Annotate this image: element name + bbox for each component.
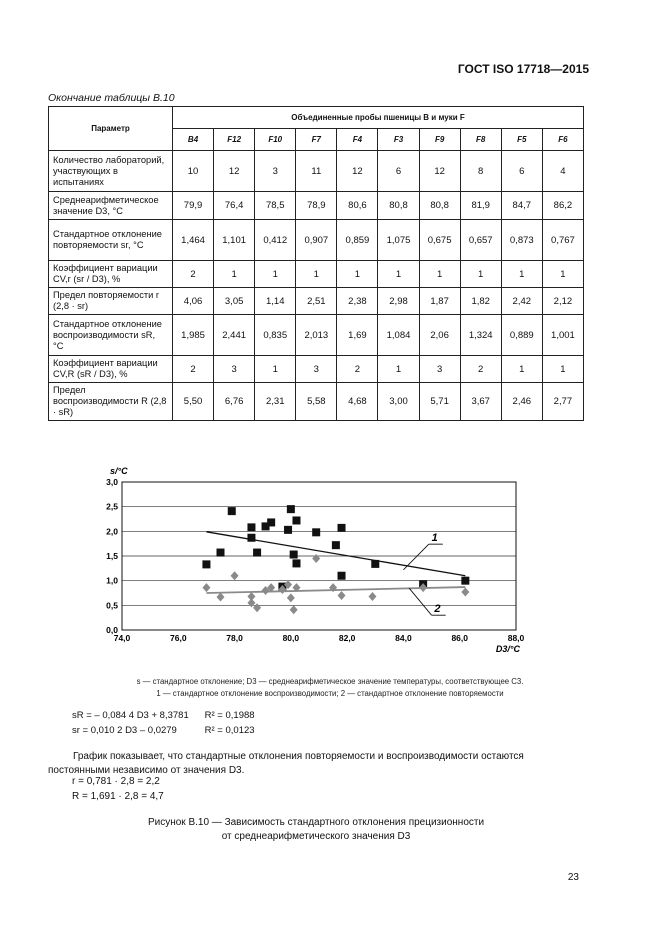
row-label: Предел повторяемости r (2,8 · sr) [49, 288, 173, 315]
data-point [292, 516, 300, 524]
equation-sr-r2: R² = 0,0123 [204, 725, 255, 736]
table-cell: 1 [501, 261, 542, 288]
table-cell: 3 [296, 356, 337, 383]
series-1 [202, 505, 469, 590]
y-tick-label: 3,0 [106, 477, 118, 487]
chart-svg [86, 462, 546, 662]
data-point [284, 526, 292, 534]
equation-sr: sr = 0,010 2 D3 – 0,0279 [72, 725, 177, 736]
data-point [290, 551, 298, 559]
x-tick-label: 82,0 [338, 633, 356, 643]
table-cell: 1,101 [214, 220, 255, 261]
table-cell: 1 [460, 261, 501, 288]
table-cell: 4,68 [337, 383, 378, 421]
table-row [49, 192, 584, 220]
data-point [231, 571, 239, 580]
table-body [49, 151, 584, 421]
table-cell: 3 [419, 356, 460, 383]
legend-line-2: 1 — стандартное отклонение воспроизводимости; 2 — стандартное отклонение повторяемости [156, 689, 504, 698]
table-cell: 0,835 [255, 315, 296, 356]
table-row [49, 356, 584, 383]
table-cell: 2,77 [542, 383, 583, 421]
data-point [461, 588, 469, 597]
table-cell: 78,5 [255, 192, 296, 220]
y-tick-label: 1,0 [106, 575, 118, 586]
table-cell: 80,6 [337, 192, 378, 220]
data-point [247, 523, 255, 531]
table-cell: 2,38 [337, 288, 378, 315]
table-row [49, 288, 584, 315]
precision-table [48, 106, 584, 421]
table-cell: 6,76 [214, 383, 255, 421]
x-tick-label: 76,0 [170, 633, 187, 643]
table-cell: 3,05 [214, 288, 255, 315]
row-label: Предел воспроизводимости R (2,8 · sR) [49, 383, 173, 421]
data-point [202, 560, 210, 568]
column-header: F8 [460, 129, 501, 151]
x-axis-label: D3/°C [495, 644, 520, 654]
chart-legend [60, 676, 600, 700]
column-header: F3 [378, 129, 419, 151]
table-cell: 1 [296, 261, 337, 288]
table-cell: 3 [214, 356, 255, 383]
table-cell: 1,084 [378, 315, 419, 356]
table-cell: 2,42 [501, 288, 542, 315]
column-header: F7 [296, 129, 337, 151]
series-label-2 [409, 588, 446, 615]
page-number: 23 [567, 872, 579, 883]
table-cell: 79,9 [173, 192, 214, 220]
table-cell: 84,7 [501, 192, 542, 220]
data-point [292, 559, 300, 567]
standard-header: ГОСТ ISO 17718—2015 [457, 62, 589, 76]
column-header: F9 [419, 129, 460, 151]
table-cell: 1 [501, 356, 542, 383]
table-cell: 2 [173, 356, 214, 383]
table-cell: 78,9 [296, 192, 337, 220]
table-cell: 1 [214, 261, 255, 288]
table-cell: 0,889 [501, 315, 542, 356]
data-point [371, 560, 379, 568]
table-row [49, 315, 584, 356]
table-cell: 0,907 [296, 220, 337, 261]
row-label: Стандартное отклонение повторяемости sr, °C [49, 220, 173, 261]
figure-caption [48, 816, 584, 844]
equation-sR: sR = – 0,084 4 D3 + 8,3781 [72, 710, 189, 721]
data-point [253, 549, 261, 557]
table-cell: 1 [255, 356, 296, 383]
table-cell: 1 [419, 261, 460, 288]
table-cell: 80,8 [419, 192, 460, 220]
table-cell: 10 [173, 151, 214, 192]
table-cell: 0,767 [542, 220, 583, 261]
table-cell: 0,873 [501, 220, 542, 261]
table-cell: 2 [460, 356, 501, 383]
data-point [247, 598, 255, 607]
callout-leader [403, 544, 428, 570]
scatter-chart [86, 462, 546, 662]
table-row [49, 261, 584, 288]
row-label: Коэффициент вариации CV,R (sR / D3), % [49, 356, 173, 383]
table-cell: 1 [255, 261, 296, 288]
regression-equations [72, 708, 255, 738]
table-cell: 6 [378, 151, 419, 192]
table-cell: 1,464 [173, 220, 214, 261]
callout-leader [409, 588, 432, 615]
calc-r: r = 0,781 · 2,8 = 2,2 [72, 776, 160, 787]
data-point [253, 603, 261, 612]
data-point [338, 591, 346, 600]
table-cell: 81,9 [460, 192, 501, 220]
x-tick-label: 88,0 [507, 633, 525, 643]
data-point [228, 507, 236, 515]
table-cell: 0,859 [337, 220, 378, 261]
column-header: F5 [501, 129, 542, 151]
y-tick-label: 0,0 [106, 625, 118, 635]
legend-line-1: s — стандартное отклонение; D3 — среднеарифметическое значение температуры, соответствующее C3. [136, 677, 524, 686]
table-cell: 0,412 [255, 220, 296, 261]
equation-sR-r2: R² = 0,1988 [204, 710, 255, 721]
table-cell: 1,001 [542, 315, 583, 356]
table-cell: 3,67 [460, 383, 501, 421]
table-cell: 1 [542, 261, 583, 288]
table-cell: 11 [296, 151, 337, 192]
table-cell: 2,06 [419, 315, 460, 356]
y-axis-label: s/°C [110, 466, 128, 476]
x-tick-label: 78,0 [226, 633, 243, 643]
table-cell: 1,075 [378, 220, 419, 261]
table-cell: 86,2 [542, 192, 583, 220]
table-row [49, 220, 584, 261]
table-caption: Окончание таблицы В.10 [48, 92, 175, 104]
data-point [290, 605, 298, 614]
row-label: Среднеарифметическое значение D3, °C [49, 192, 173, 220]
table-cell: 6 [501, 151, 542, 192]
table-cell: 80,8 [378, 192, 419, 220]
table-cell: 1 [378, 356, 419, 383]
table-cell: 12 [337, 151, 378, 192]
data-point [247, 534, 255, 542]
row-label: Коэффициент вариации CV,r (sr / D3), % [49, 261, 173, 288]
equation-row [72, 723, 255, 738]
x-tick-label: 80,0 [282, 633, 300, 643]
table-cell: 0,657 [460, 220, 501, 261]
data-point [267, 518, 275, 526]
calculation-block [72, 774, 164, 804]
figure-caption-line-1: Рисунок В.10 — Зависимость стандартного отклонения прецизионности [147, 817, 485, 828]
table-cell: 4 [542, 151, 583, 192]
table-cell: 2,51 [296, 288, 337, 315]
table-cell: 1 [378, 261, 419, 288]
y-tick-label: 2,5 [106, 501, 118, 512]
table-row [49, 151, 584, 192]
table-cell: 1 [337, 261, 378, 288]
table-row [49, 383, 584, 421]
data-point [287, 505, 295, 513]
table-cell: 5,71 [419, 383, 460, 421]
row-label: Стандартное отклонение воспроизводимости sR, °C [49, 315, 173, 356]
table-cell: 2,98 [378, 288, 419, 315]
table-cell: 12 [214, 151, 255, 192]
table-cell: 4,06 [173, 288, 214, 315]
y-tick-label: 0,5 [106, 600, 118, 611]
body-paragraph: График показывает, что стандартные отклонения повторяемости и воспроизводимости остаются постоянными независимо от значения D3. [48, 751, 524, 776]
column-header: F12 [214, 129, 255, 151]
data-point [287, 593, 295, 602]
table-cell: 5,58 [296, 383, 337, 421]
data-point [312, 528, 320, 536]
table-cell: 1,324 [460, 315, 501, 356]
table-cell: 8 [460, 151, 501, 192]
table-cell: 3,00 [378, 383, 419, 421]
table-cell: 3 [255, 151, 296, 192]
equation-row [72, 708, 255, 723]
table-cell: 5,50 [173, 383, 214, 421]
table-cell: 1,14 [255, 288, 296, 315]
column-header: F4 [337, 129, 378, 151]
param-header: Параметр [49, 107, 173, 151]
column-header: F6 [542, 129, 583, 151]
table-cell: 76,4 [214, 192, 255, 220]
table-cell: 1 [542, 356, 583, 383]
column-header: B4 [173, 129, 214, 151]
data-point [217, 592, 225, 601]
group-header: Объединенные пробы пшеницы B и муки F [173, 107, 584, 129]
callout-text: 2 [434, 603, 441, 616]
table-cell: 12 [419, 151, 460, 192]
table-cell: 2,31 [255, 383, 296, 421]
data-point [312, 554, 320, 563]
x-tick-label: 84,0 [395, 633, 412, 643]
table-cell: 2,46 [501, 383, 542, 421]
trend-line [206, 532, 465, 576]
x-tick-label: 74,0 [113, 633, 131, 643]
data-point [217, 549, 225, 557]
column-header: F10 [255, 129, 296, 151]
table-cell: 2,013 [296, 315, 337, 356]
table-cell: 2 [173, 261, 214, 288]
data-point [202, 583, 210, 592]
table-cell: 2,441 [214, 315, 255, 356]
series-label-1 [403, 532, 442, 570]
x-tick-label: 86,0 [451, 633, 468, 643]
data-point [338, 524, 346, 532]
data-point [368, 592, 376, 601]
table-cell: 0,675 [419, 220, 460, 261]
table-cell: 1,69 [337, 315, 378, 356]
data-point [338, 572, 346, 580]
table-cell: 2 [337, 356, 378, 383]
figure-caption-line-2: от среднеарифметического значения D3 [221, 831, 411, 842]
table-cell: 1,87 [419, 288, 460, 315]
table-cell: 1,82 [460, 288, 501, 315]
y-tick-label: 2,0 [106, 526, 118, 537]
row-label: Количество лабораторий, участвующих в испытаниях [49, 151, 173, 192]
table-cell: 2,12 [542, 288, 583, 315]
table-cell: 1,985 [173, 315, 214, 356]
y-tick-label: 1,5 [106, 551, 118, 561]
data-point [332, 541, 340, 549]
data-point [461, 577, 469, 585]
calc-R: R = 1,691 · 2,8 = 4,7 [72, 791, 164, 802]
callout-text: 1 [431, 532, 438, 545]
